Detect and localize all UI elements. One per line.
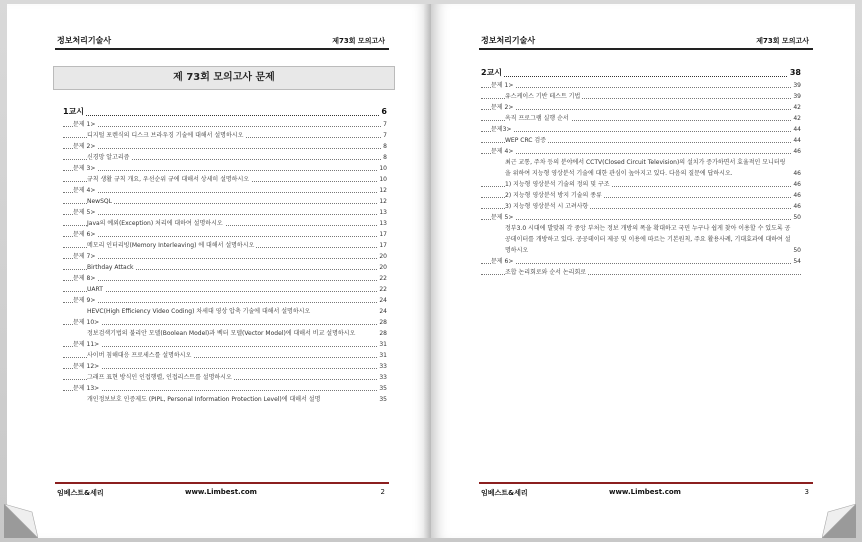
- toc-subitem-page: 31: [379, 352, 387, 359]
- toc-subitem-page: 13: [379, 220, 387, 227]
- toc-subitem[interactable]: [63, 394, 387, 405]
- toc-subitem-page: 44: [793, 137, 801, 144]
- footer-brand: 임베스트&세리: [57, 489, 104, 497]
- toc-subitem-label: 3) 지능형 영상분석 시 고려사항: [505, 203, 589, 210]
- toc-subitem[interactable]: [481, 135, 801, 146]
- toc-question-label: 문제 5>: [491, 214, 514, 221]
- toc-subitem-label: NewSQL: [87, 198, 112, 205]
- toc-question-page: 17: [379, 231, 387, 238]
- toc-subitem[interactable]: [481, 113, 801, 124]
- toc-subitem-label: 조합 논리회로와 순서 논리회로: [505, 269, 587, 276]
- toc-section[interactable]: [63, 105, 387, 119]
- toc-question-label: 문제 8>: [73, 275, 96, 282]
- table-of-contents: [481, 66, 801, 278]
- toc-question-label: 문제 4>: [491, 148, 514, 155]
- toc-subitem-label: 그래프 표현 방식인 인접행렬, 인접리스트를 설명하시오: [87, 374, 232, 381]
- toc-question[interactable]: [63, 295, 387, 306]
- toc-subitem-page: 10: [379, 176, 387, 183]
- toc-section-label: 1교시: [63, 107, 85, 116]
- header-exam: 제73회 모의고사: [756, 37, 809, 45]
- footer-brand: 임베스트&세리: [481, 489, 528, 497]
- toc-question-page: 44: [793, 126, 801, 133]
- toc-subitem[interactable]: [63, 328, 387, 339]
- toc-question-page: 42: [793, 104, 801, 111]
- toc-question-label: 문제 5>: [73, 209, 96, 216]
- toc-question-page: 31: [379, 341, 387, 348]
- toc-question[interactable]: [63, 339, 387, 350]
- toc-subitem-label: WEP CRC 검증: [505, 137, 546, 144]
- toc-subitem[interactable]: [481, 223, 801, 256]
- toc-subitem-label: 1) 지능형 영상분석 기술의 정의 및 구조: [505, 181, 610, 188]
- toc-question[interactable]: [481, 146, 801, 157]
- toc-section-page: 38: [788, 66, 801, 80]
- toc-subitem-label: Java의 예외(Exception) 처리에 대하여 설명하시오: [87, 220, 223, 227]
- page-footer: [479, 482, 813, 498]
- toc-subitem-label: UART: [87, 286, 103, 293]
- toc-question[interactable]: [481, 256, 801, 267]
- page-number: 2: [380, 488, 385, 496]
- toc-question[interactable]: [481, 124, 801, 135]
- toc-question[interactable]: [481, 80, 801, 91]
- toc-subitem[interactable]: [63, 240, 387, 251]
- toc-subitem-label: Birthday Attack: [87, 264, 134, 271]
- toc-subitem[interactable]: [481, 267, 801, 278]
- toc-question[interactable]: [63, 273, 387, 284]
- toc-question-page: 54: [793, 258, 801, 265]
- page-footer: [55, 482, 389, 498]
- header-title: 정보처리기술사: [481, 36, 536, 45]
- toc-question[interactable]: [63, 141, 387, 152]
- footer-url: www.Limbest.com: [609, 488, 681, 496]
- toc-question-label: 문제 2>: [491, 104, 514, 111]
- toc-question-page: 22: [379, 275, 387, 282]
- toc-subitem-page: 42: [793, 115, 801, 122]
- toc-subitem-page: 7: [383, 132, 387, 139]
- toc-question-label: 문제 3>: [73, 165, 96, 172]
- toc-subitem-label: 정보검색기법의 불리안 모델(Boolean Model)과 벡터 모델(Vector Model)에 대해서 비교 설명하시오: [87, 330, 356, 337]
- toc-subitem[interactable]: [63, 218, 387, 229]
- page-curl-right-icon[interactable]: [822, 504, 856, 538]
- toc-subitem-page: 20: [379, 264, 387, 271]
- toc-subitem-page: 17: [379, 242, 387, 249]
- toc-subitem-label: 유스케이스 기반 테스트 기법: [505, 93, 581, 100]
- toc-question-label: 문제 6>: [73, 231, 96, 238]
- page-title: 제 73회 모의고사 문제: [53, 66, 395, 90]
- toc-subitem-page: 46: [793, 203, 801, 210]
- toc-question-page: 46: [793, 148, 801, 155]
- toc-subitem[interactable]: [63, 262, 387, 273]
- toc-section-page: 6: [379, 105, 387, 119]
- toc-subitem-page: 35: [379, 396, 387, 403]
- right-page: [431, 4, 855, 538]
- page-header: [55, 32, 389, 50]
- toc-subitem-page: 39: [793, 93, 801, 100]
- toc-subitem-page: 12: [379, 198, 387, 205]
- toc-question-page: 13: [379, 209, 387, 216]
- toc-question-page: 12: [379, 187, 387, 194]
- toc-subitem-page: 24: [379, 308, 387, 315]
- toc-question[interactable]: [63, 207, 387, 218]
- left-page: [7, 4, 431, 538]
- toc-subitem[interactable]: [63, 152, 387, 163]
- page-number: 3: [804, 488, 809, 496]
- toc-question-page: 33: [379, 363, 387, 370]
- toc-question[interactable]: [481, 102, 801, 113]
- toc-subitem[interactable]: [63, 130, 387, 141]
- toc-question[interactable]: [63, 163, 387, 174]
- toc-question-label: 문제 7>: [73, 253, 96, 260]
- toc-subitem[interactable]: [481, 201, 801, 212]
- toc-subitem-page: 46: [793, 181, 801, 188]
- table-of-contents: [63, 105, 387, 405]
- header-title: 정보처리기술사: [57, 36, 112, 45]
- toc-subitem-label: 개인정보보호 인증제도 (PIPL, Personal Information Protection Level)에 대해서 설명: [87, 396, 321, 403]
- toc-question[interactable]: [63, 229, 387, 240]
- toc-subitem-label: 최근 교통, 주차 등의 분야에서 CCTV(Closed Circuit Television)의 설치가 증가하면서 효율적인 모니터링을 위하여 지능형 영상분석 기술에 대한 관심이 높아지고 있다. 다음의 질문에 답하시오.: [505, 159, 786, 177]
- toc-subitem-label: 디지털 포렌식의 디스크 브라우징 기술에 대해서 설명하시오: [87, 132, 244, 139]
- toc-section[interactable]: [481, 66, 801, 80]
- toc-subitem-page: 46: [793, 170, 801, 177]
- toc-question-label: 문제 1>: [491, 82, 514, 89]
- toc-subitem[interactable]: [63, 174, 387, 185]
- toc-subitem-label: 신경망 알고리즘: [87, 154, 130, 161]
- toc-subitem-page: 22: [379, 286, 387, 293]
- footer-url: www.Limbest.com: [185, 488, 257, 496]
- toc-subitem-label: HEVC(High Efficiency Video Coding) 차세대 영상 압축 기술에 대해서 설명하시오: [87, 308, 311, 315]
- toc-question[interactable]: [63, 383, 387, 394]
- toc-subitem-page: 33: [379, 374, 387, 381]
- toc-subitem[interactable]: [63, 306, 387, 317]
- toc-question-page: 20: [379, 253, 387, 260]
- toc-subitem[interactable]: [63, 196, 387, 207]
- toc-subitem-label: 2) 지능형 영상분석 방지 기술의 종류: [505, 192, 602, 199]
- toc-subitem-label: 정부3.0 시대에 발맞춰 각 중앙 부처는 정보 개방의 폭을 확대하고 국민 누구나 쉽게 찾아 이용할 수 있도록 공공데이터를 개방하고 있다. 공공데이터 제공 및 이용에 따르는 기본원칙, 주요 활용사례, 기대효과에 대하여 설명하시오: [505, 225, 791, 254]
- toc-question-label: 문제 2>: [73, 143, 96, 150]
- header-exam: 제73회 모의고사: [332, 37, 385, 45]
- toc-subitem[interactable]: [63, 350, 387, 361]
- toc-subitem[interactable]: [63, 284, 387, 295]
- toc-subitem[interactable]: [63, 372, 387, 383]
- toc-question-page: 28: [379, 319, 387, 326]
- toc-question[interactable]: [63, 251, 387, 262]
- toc-question-page: 39: [793, 82, 801, 89]
- toc-question-page: 50: [793, 214, 801, 221]
- toc-question-label: 문제 11>: [73, 341, 100, 348]
- toc-subitem[interactable]: [481, 157, 801, 179]
- toc-subitem-page: 8: [383, 154, 387, 161]
- toc-question[interactable]: [63, 185, 387, 196]
- toc-subitem-page: 46: [793, 192, 801, 199]
- toc-question-label: 문제 1>: [73, 121, 96, 128]
- toc-subitem-page: 50: [793, 247, 801, 254]
- toc-subitem[interactable]: [481, 179, 801, 190]
- toc-question[interactable]: [63, 361, 387, 372]
- toc-subitem-label: 규칙 생활 규칙 개요, 우선순위 규에 대해서 상세히 설명하시오: [87, 176, 250, 183]
- toc-question-label: 문제 10>: [73, 319, 100, 326]
- toc-question-page: 7: [383, 121, 387, 128]
- page-curl-left-icon[interactable]: [4, 504, 38, 538]
- toc-question[interactable]: [63, 317, 387, 328]
- toc-question[interactable]: [481, 212, 801, 223]
- toc-question-label: 문제 13>: [73, 385, 100, 392]
- toc-subitem-label: 메모리 인터리빙(Memory Interleaving) 에 대해서 설명하시오: [87, 242, 255, 249]
- toc-subitem[interactable]: [481, 190, 801, 201]
- toc-question-label: 문제 4>: [73, 187, 96, 194]
- toc-subitem[interactable]: [481, 91, 801, 102]
- toc-question[interactable]: [63, 119, 387, 130]
- toc-question-label: 문제3>: [491, 126, 512, 133]
- toc-subitem-label: 옥직 프로그램 실행 순서: [505, 115, 569, 122]
- toc-question-label: 문제 12>: [73, 363, 100, 370]
- toc-question-label: 문제 6>: [491, 258, 514, 265]
- toc-subitem-page: 28: [379, 330, 387, 337]
- toc-question-page: 8: [383, 143, 387, 150]
- page-header: [479, 32, 813, 50]
- toc-question-page: 24: [379, 297, 387, 304]
- toc-question-label: 문제 9>: [73, 297, 96, 304]
- toc-section-label: 2교시: [481, 68, 503, 77]
- toc-question-page: 35: [379, 385, 387, 392]
- toc-subitem-label: 사이버 침해대응 프로세스를 설명하시오: [87, 352, 192, 359]
- toc-question-page: 10: [379, 165, 387, 172]
